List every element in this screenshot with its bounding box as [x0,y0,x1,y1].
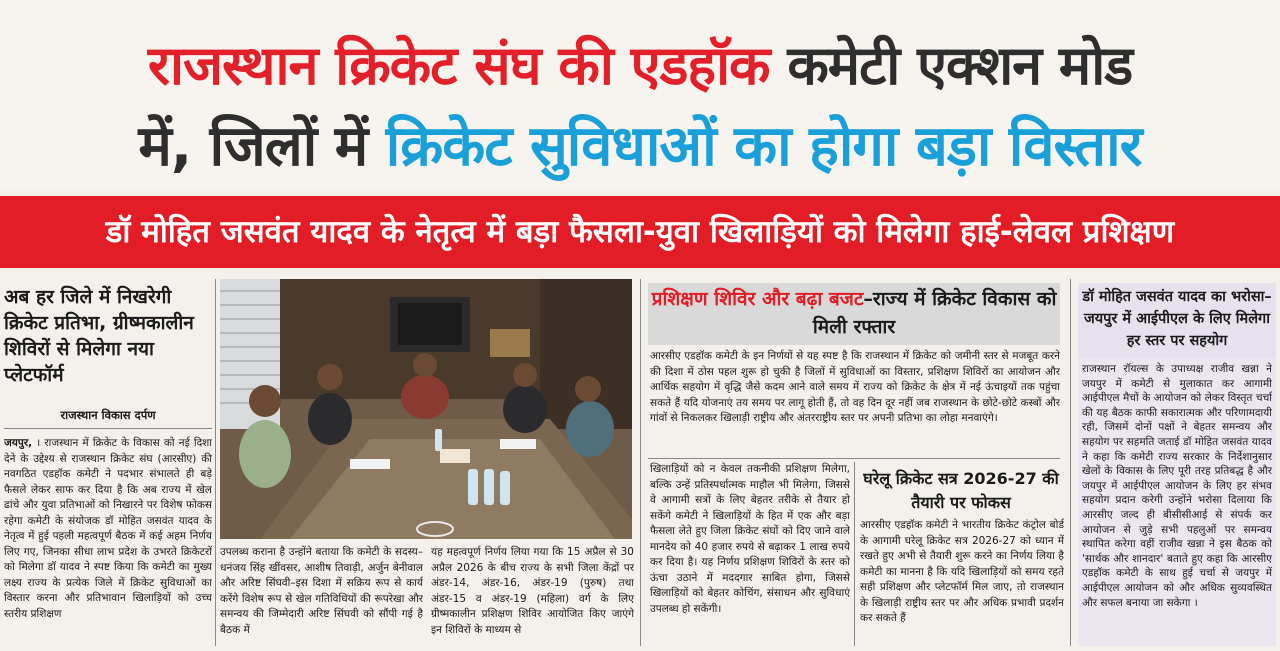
middle-lower-left-body: खिलाड़ियों को न केवल तकनीकी प्रशिक्षण मिलेगा, बल्कि उन्हें प्रतिस्पर्धात्मक माहौल भी मिलेगा, जिससे वे आगामी सत्रों के लिए बेहतर तरीके से तैयार हो सकेंगे कमेटी ने खिलाड़ियों के हित में एक और बड़ा फैसला लेते हुए जिला क्रिकेट संघों को दिए जाने वाले मानदेय को 40 हजार रुपये से बढ़ाकर 1 लाख रुपये कर दिया है। यह निर्णय प्रशिक्षण शिविरों के स्तर को ऊंचा उठाने में मददगार साबित होगा, जिससे खिलाड़ियों को बेहतर कोचिंग, संसाधन और सुविधाएं उपलब्ध हो सकेंगी। [650,463,850,615]
body-column-b: यह महत्वपूर्ण निर्णय लिया गया कि 15 अप्रैल से 30 अप्रैल 2026 के बीच राज्य के सभी जिला केंद्रों पर अंडर-14, अंडर-16, अंडर-19 (पुरुष) तथा अंडर-15 व अंडर-19 (महिला) वर्ग के लिए ग्रीष्मकालीन प्रशिक्षण शिविर आयोजित किए जाएंगे इन शिविरों के माध्यम से [431,546,634,636]
headline-block [0,0,1280,190]
middle-heading [648,285,1060,341]
middle-heading-box [648,283,1060,345]
middle-heading-dark: –राज्य में क्रिकेट विकास को मिली रफ्तार [812,288,1057,338]
body-column-a: उपलब्ध कराना है उन्होंने बताया कि कमेटी के सदस्य–धनंजय सिंह खींवसर, आशीष तिवाड़ी, अर्जुन बेनीवाल और अरिष्ट सिंघवी–इस दिशा में सक्रिय रूप से कार्य करेंगे विशेष रूप से खेल गतिविधियों की रूपरेखा और समन्वय की जिम्मेदारी अरिष्ट सिंघवी को सौंपी गई है बैठक में [220,546,423,636]
domestic-season-heading: घरेलू क्रिकेट सत्र 2026-27 की तैयारी पर फोकस [863,469,1059,512]
middle-lower-right-body: आरसीए एडहॉक कमेटी ने भारतीय क्रिकेट कंट्रोल बोर्ड के आगामी घरेलू क्रिकेट सत्र 2026-27 को ध्यान में रखते हुए अभी से तैयारी शुरू करने का निर्णय लिया है कमेटी का मानना है कि यदि खिलाड़ियों को समय रहते सही प्रशिक्षण और प्लेटफॉर्म मिल जाए, तो राजस्थान के खिलाड़ी राष्ट्रीय स्तर पर और अधिक प्रभावी प्रदर्शन कर सकते हैं [860,519,1064,624]
meeting-photo-illustration [220,279,632,539]
middle-heading-red: प्रशिक्षण शिविर और बढ़ा बजट [651,288,864,310]
headline-line-1 [0,26,1280,100]
left-body [4,436,212,646]
left-body-text: । राजस्थान में क्रिकेट के विकास को नई दिशा देने के उद्देश्य से राजस्थान क्रिकेट संघ (आरसीए) की नवगठित एडहॉक कमेटी ने पदभार संभालते ही बड़े फैसले लेकर साफ कर दिया है कि अब राज्य में खेल ढांचे और युवा प्रतिभाओं को निखारने पर विशेष फोकस रहेगा कमेटी के संयोजक डॉ मोहित जसवंत यादव के नेतृत्व में हुई पहली महत्वपूर्ण बैठक में कई अहम निर्णय लिए गए, जिनका सीधा लाभ प्रदेश के उभरते क्रिकेटरों को मिलेगा डॉ यादव ने स्पष्ट किया कि कमेटी का मुख्य लक्ष्य राज्य के प्रत्येक जिले में क्रिकेट सुविधाओं का विस्तार करना और प्रतिभावान खिलाड़ियों को उच्च स्तरीय प्रशिक्षण [4,437,212,620]
headline-line-1-red: राजस्थान क्रिकेट संघ की एडहॉक [147,34,770,97]
byline: राजस्थान विकास दर्पण [60,408,156,422]
left-subheading: अब हर जिले में निखरेगी क्रिकेट प्रतिभा, ग्रीष्मकालीन शिविरों से मिलेगा नया प्लेटफॉर्म [4,286,194,386]
middle-body: आरसीए एडहॉक कमेटी के इन निर्णयों से यह स्पष्ट है कि राजस्थान में क्रिकेट को जमीनी स्तर से मजबूत करने की दिशा में ठोस पहल शुरू हो चुकी है जिलों में सुविधाओं का विस्तार, प्रशिक्षण शिविरों का आयोजन और आर्थिक सहयोग में वृद्धि जैसे कदम आने वाले समय में राज्य को क्रिकेट के क्षेत्र में नई ऊंचाइयों तक पहुंचा सकते हैं यदि योजनाएं तय समय पर लागू होती हैं, तो वह दिन दूर नहीं जब राजस्थान के छोटे-छोटे कस्बों और गांवों से निकलकर खिलाड़ी राष्ट्रीय और अंतरराष्ट्रीय स्तर पर अपनी प्रतिभा का लोहा मनवाएंगे। [650,350,1060,424]
column-divider [640,279,641,646]
byline-divider [4,428,212,429]
right-heading-box [1078,283,1276,358]
meeting-photo [220,279,632,539]
banner-text: डॉ मोहित जसवंत यादव के नेतृत्व में बड़ा फैसला-युवा खिलाड़ियों को मिलेगा हाई-लेवल प्रशिक्षण [105,214,1175,250]
dateline: जयपुर, [4,437,33,449]
column-divider [1070,279,1071,646]
section-divider [648,458,1060,459]
headline-line-2-dark: में, जिलों में [138,114,386,179]
column-divider [854,462,855,646]
headline-line-1-dark: कमेटी एक्शन मोड [769,34,1133,97]
right-heading: डॉ मोहित जसवंत यादव का भरोसा–जयपुर में आईपीएल के लिए मिलेगा हर स्तर पर सहयोग [1082,289,1272,349]
sub-headline-banner [0,196,1280,268]
headline-line-2 [0,106,1280,182]
headline-line-2-blue: क्रिकेट सुविधाओं का होगा बड़ा विस्तार [385,114,1142,179]
column-divider [215,279,216,646]
right-body: राजस्थान रॉयल्स के उपाध्यक्ष राजीव खन्ना ने जयपुर में कमेटी से मुलाकात कर आगामी आईपीएल मैचों के आयोजन को लेकर विस्तृत चर्चा की यह बैठक काफी सकारात्मक और परिणामदायी रही, जिसमें दोनों पक्षों ने बेहतर समन्वय और सहयोग पर सहमति जताई डॉ मोहित जसवंत यादव ने कहा कि कमेटी राज्य सरकार के निर्देशानुसार खेलों के विकास के लिए पूरी तरह प्रतिबद्ध है और जयपुर में आईपीएल आयोजन के लिए हर संभव सहयोग प्रदान करेगी उन्होंने भरोसा दिलाया कि आरसीए जल्द ही बीसीसीआई से संपर्क कर आयोजन से जुड़े सभी पहलुओं पर समन्वय स्थापित करेगा वहीं राजीव खन्ना ने इस बैठक को 'सार्थक और शानदार' बताते हुए कहा कि आरसीए एडहॉक कमेटी के साथ हुई चर्चा से जयपुर में आईपीएल आयोजन को और अधिक सुव्यवस्थित और सफल बनाया जा सकेगा । [1082,363,1272,609]
